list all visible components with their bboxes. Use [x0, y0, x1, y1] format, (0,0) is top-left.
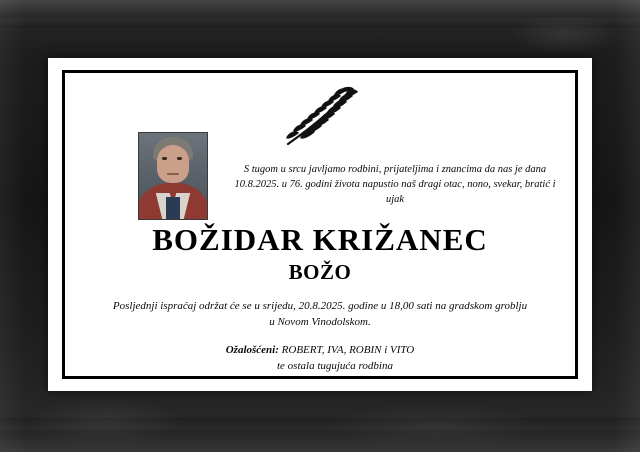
scan-streak-bottom: [0, 430, 640, 452]
portrait-eye-left: [162, 157, 167, 160]
scan-streak-left: [0, 0, 26, 452]
scan-streak-top-secondary: [0, 18, 640, 28]
portrait-mouth: [167, 173, 179, 175]
mourners-remaining-family: te ostala tugujuća rodbina: [276, 360, 393, 372]
deceased-full-name: BOŽIDAR KRIŽANEC: [152, 222, 488, 257]
portrait-shirt: [166, 197, 180, 219]
card-content: [76, 80, 564, 372]
mourners-label: Ožalošćeni:: [225, 344, 279, 356]
palm-branch-ornament: [274, 86, 366, 148]
announcement-text: S tugom u srcu javljamo rodbini, prijateljima i znancima da nas je dana 10.8.2025. u 76. godini života napustio naš dragi otac, nono, svekar, bratić i ujak: [234, 164, 556, 205]
scan-streak-top: [0, 0, 640, 18]
scan-smudge-bottom-right: [330, 404, 540, 448]
scan-streak-bottom-secondary: [0, 418, 640, 430]
portrait-face: [157, 145, 189, 183]
portrait-photo: [138, 132, 208, 220]
mourners-names: ROBERT, IVA, ROBIN i VITO: [281, 344, 415, 356]
scan-streak-right: [614, 0, 640, 452]
scan-smudge-bottom-left: [30, 398, 180, 446]
mourners-block: [76, 342, 564, 374]
scan-smudge-top-right: [510, 14, 620, 54]
portrait-eye-right: [177, 157, 182, 160]
deceased-nickname: BOŽO: [288, 260, 352, 284]
funeral-details-text: Posljednji ispraćaj održat će se u srijedu, 20.8.2025. godine u 18,00 sati na gradskom groblju u Novom Vinodolskom.: [112, 300, 528, 328]
obituary-card: [48, 58, 592, 391]
